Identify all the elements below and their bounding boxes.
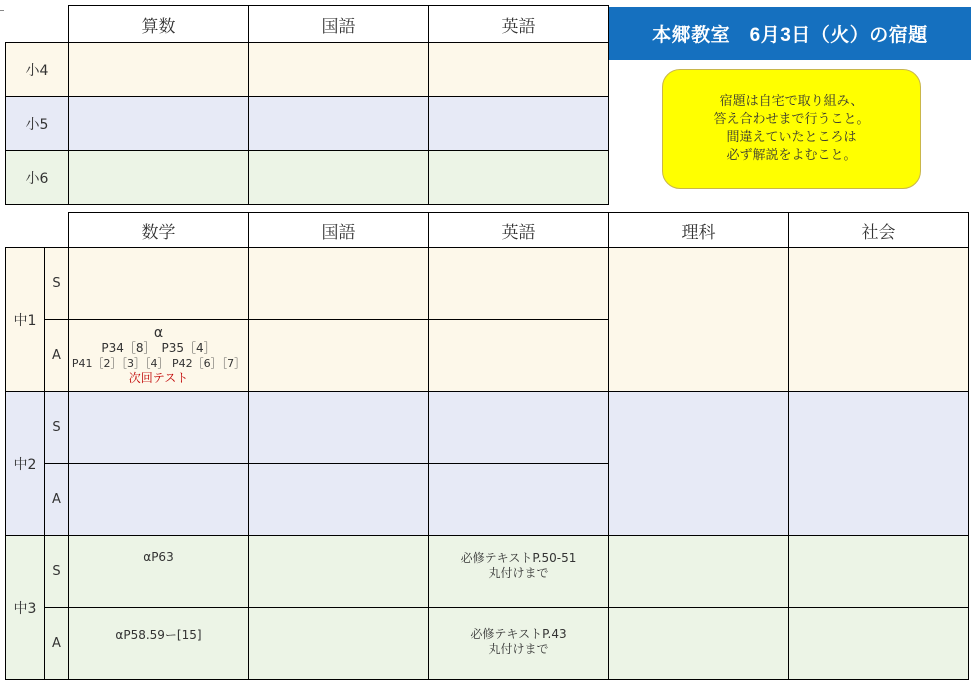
grade-label-sho4: 小4 bbox=[6, 43, 69, 97]
level-label-s: S bbox=[45, 248, 69, 320]
header-eigo: 英語 bbox=[429, 213, 609, 248]
cell-sho4-eigo bbox=[429, 43, 609, 97]
level-label-s: S bbox=[45, 392, 69, 464]
header-sugaku: 数学 bbox=[69, 213, 249, 248]
cell-chu1-a-eigo bbox=[429, 320, 609, 392]
cell-chu2-s-sugaku bbox=[69, 392, 249, 464]
cell-chu3-s-kokugo bbox=[249, 536, 429, 608]
cell-chu3-a-shakai bbox=[789, 608, 969, 680]
level-label-a: A bbox=[45, 320, 69, 392]
level-label-a: A bbox=[45, 464, 69, 536]
cell-chu1-shakai bbox=[789, 248, 969, 392]
cell-chu3-a-rika bbox=[609, 608, 789, 680]
cell-sho6-eigo bbox=[429, 151, 609, 205]
cell-chu3-s-rika bbox=[609, 536, 789, 608]
cell-chu2-a-eigo bbox=[429, 464, 609, 536]
cell-line: αP58.59ー[15] bbox=[115, 628, 202, 642]
cell-chu1-rika bbox=[609, 248, 789, 392]
cell-chu3-s-eigo bbox=[429, 536, 609, 608]
cell-chu2-rika bbox=[609, 392, 789, 536]
row-sho5 bbox=[6, 97, 609, 151]
cell-sho5-sansu bbox=[69, 97, 249, 151]
header-kokugo: 国語 bbox=[249, 213, 429, 248]
cell-chu3-s-sugaku bbox=[69, 536, 249, 608]
cell-sho5-eigo bbox=[429, 97, 609, 151]
cell-line: 丸付けまで bbox=[488, 641, 549, 656]
header-rika: 理科 bbox=[609, 213, 789, 248]
cell-line: 丸付けまで bbox=[488, 565, 549, 580]
cell-chu2-a-kokugo bbox=[249, 464, 429, 536]
grade-label-sho5: 小5 bbox=[6, 97, 69, 151]
cell-line: P34［8］ P35［4］ bbox=[101, 340, 216, 355]
cell-chu1-s-sugaku bbox=[69, 248, 249, 320]
cell-sho5-kokugo bbox=[249, 97, 429, 151]
junior-homework-table bbox=[5, 212, 969, 680]
cell-chu2-a-sugaku bbox=[69, 464, 249, 536]
note-line: 必ず解説をよむこと。 bbox=[726, 148, 857, 163]
header-sansu: 算数 bbox=[69, 6, 249, 43]
note-line: 宿題は自宅で取り組み、 bbox=[719, 94, 864, 109]
grade-label-sho6: 小6 bbox=[6, 151, 69, 205]
cell-chu3-s-shakai bbox=[789, 536, 969, 608]
cell-sho6-kokugo bbox=[249, 151, 429, 205]
cell-chu2-s-kokugo bbox=[249, 392, 429, 464]
grade-label-chu2: 中2 bbox=[6, 392, 45, 536]
note-line: 間違えていたところは bbox=[726, 130, 857, 145]
grade-label-chu3: 中3 bbox=[6, 536, 45, 680]
cell-line: αP63 bbox=[143, 550, 174, 564]
cell-line: 必修テキストP.43 bbox=[470, 626, 567, 641]
cell-line: α bbox=[153, 324, 164, 341]
cell-chu3-a-sugaku bbox=[69, 608, 249, 680]
level-label-a: A bbox=[45, 608, 69, 680]
homework-note bbox=[662, 69, 921, 189]
cell-sho6-sansu bbox=[69, 151, 249, 205]
row-sho6 bbox=[6, 151, 609, 205]
header-shakai: 社会 bbox=[789, 213, 969, 248]
header-eigo: 英語 bbox=[429, 6, 609, 43]
cell-line: P41［2］［3］［4］ P42［6］［7］ bbox=[71, 356, 246, 370]
cell-chu1-s-eigo bbox=[429, 248, 609, 320]
corner-mark bbox=[0, 10, 4, 11]
page-title: 本郷教室 6月3日（火）の宿題 bbox=[609, 7, 971, 60]
next-test-label: 次回テスト bbox=[128, 370, 189, 385]
cell-chu2-shakai bbox=[789, 392, 969, 536]
corner-blank bbox=[6, 6, 69, 43]
cell-sho4-kokugo bbox=[249, 43, 429, 97]
header-kokugo: 国語 bbox=[249, 6, 429, 43]
cell-chu3-a-kokugo bbox=[249, 608, 429, 680]
cell-chu1-a-sugaku bbox=[69, 320, 249, 392]
cell-chu2-s-eigo bbox=[429, 392, 609, 464]
cell-line: 必修テキストP.50-51 bbox=[460, 550, 577, 565]
note-line: 答え合わせまで行うこと。 bbox=[713, 112, 870, 127]
row-sho4 bbox=[6, 43, 609, 97]
cell-chu3-a-eigo bbox=[429, 608, 609, 680]
corner-blank bbox=[6, 213, 69, 248]
cell-sho4-sansu bbox=[69, 43, 249, 97]
cell-chu1-a-kokugo bbox=[249, 320, 429, 392]
grade-label-chu1: 中1 bbox=[6, 248, 45, 392]
cell-chu1-s-kokugo bbox=[249, 248, 429, 320]
elementary-homework-table bbox=[5, 5, 609, 205]
level-label-s: S bbox=[45, 536, 69, 608]
